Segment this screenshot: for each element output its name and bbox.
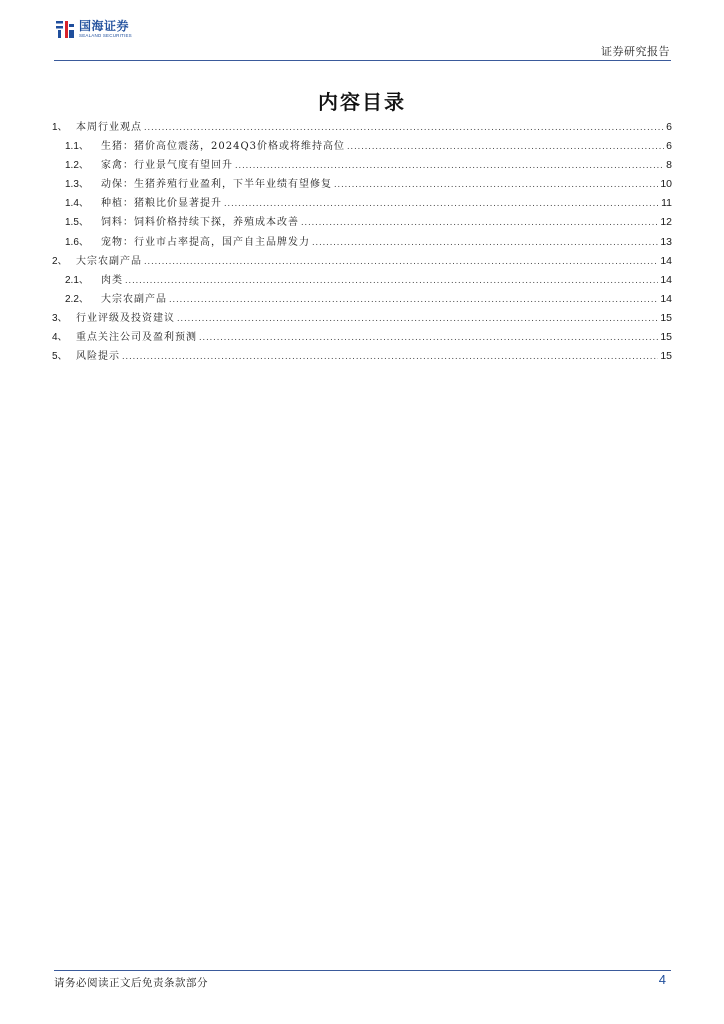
toc-entry[interactable] (52, 252, 672, 271)
disclaimer-note: 请务必阅读正文后免责条款部分 (54, 977, 208, 989)
toc-entry-page: 11 (661, 197, 672, 210)
toc-entry-number: 1.5、 (65, 217, 89, 229)
toc-entry[interactable] (52, 233, 672, 252)
toc-entry-number: 4、 (52, 332, 68, 344)
toc-entry-label: 大宗农副产品 (76, 255, 142, 267)
toc-entry-label: 饲料：饲料价格持续下探，养殖成本改善 (101, 217, 299, 229)
toc-entry-label: 风险提示 (76, 351, 120, 363)
toc-entry-label: 宠物：行业市占率提高，国产自主品牌发力 (101, 236, 310, 248)
toc-entry-label: 种植：猪粮比价显著提升 (101, 198, 222, 210)
toc-entry-label: 肉类 (101, 274, 123, 286)
logo-chinese-name: 国海证券 (79, 18, 130, 33)
toc-entry-number: 1.1、 (65, 141, 89, 153)
toc-entry[interactable] (52, 194, 672, 213)
toc-title: 内容目录 (318, 90, 406, 114)
toc-leader-dots (312, 233, 658, 252)
toc-entry-number: 1.4、 (65, 198, 89, 210)
toc-leader-dots (224, 194, 659, 213)
toc-leader-dots (177, 309, 658, 328)
toc-leader-dots (199, 328, 658, 347)
toc-entry-number: 5、 (52, 351, 68, 363)
toc-entry-page: 14 (660, 292, 672, 305)
toc-entry-number: 2.2、 (65, 293, 89, 305)
toc-leader-dots (347, 137, 664, 156)
toc-leader-dots (144, 118, 664, 137)
page-number: 4 (658, 972, 666, 987)
toc-entry-page: 14 (660, 254, 672, 267)
toc-entry-label: 动保：生猪养殖行业盈利，下半年业绩有望修复 (101, 179, 332, 191)
toc-entry-number: 1.2、 (65, 160, 89, 172)
toc-entry-number: 1、 (52, 122, 68, 133)
toc-entry-number: 1.3、 (65, 179, 89, 191)
toc-entry[interactable] (52, 309, 672, 328)
toc-entry[interactable] (52, 271, 672, 290)
toc-entry-label: 生猪：猪价高位震荡，2024Q3价格或将维持高位 (101, 141, 346, 153)
page-header (0, 0, 724, 62)
toc-entry-label: 重点关注公司及盈利预测 (76, 332, 197, 344)
toc-leader-dots (122, 347, 658, 366)
toc-entry[interactable] (52, 137, 672, 156)
toc-entry-page: 6 (666, 121, 672, 133)
toc-entry[interactable] (52, 328, 672, 347)
toc-entry-label: 行业评级及投资建议 (76, 312, 175, 324)
toc-leader-dots (125, 271, 658, 290)
toc-leader-dots (235, 156, 664, 175)
company-logo (55, 19, 132, 39)
toc-entry[interactable] (52, 175, 672, 194)
toc-entry[interactable] (52, 290, 672, 309)
toc-entry-label: 本周行业观点 (76, 122, 142, 133)
sealand-logo-icon (55, 19, 75, 39)
toc-leader-dots (144, 252, 658, 271)
toc-entry[interactable] (52, 118, 672, 137)
header-divider (54, 60, 671, 61)
toc-entry-page: 13 (660, 235, 672, 248)
toc-entry-page: 15 (660, 311, 672, 324)
toc-entry-page: 6 (666, 140, 672, 153)
toc-leader-dots (301, 213, 658, 232)
report-type-label: 证券研究报告 (601, 45, 670, 58)
logo-english-name: SEALAND SECURITIES (79, 32, 132, 38)
toc-entry-page: 14 (660, 273, 672, 286)
toc-leader-dots (169, 290, 658, 309)
toc-entry-number: 1.6、 (65, 236, 89, 248)
toc-entry[interactable] (52, 213, 672, 232)
toc-entry-page: 15 (660, 331, 672, 344)
toc-entry-label: 家禽：行业景气度有望回升 (101, 160, 233, 172)
toc-leader-dots (334, 175, 658, 194)
toc-entry-page: 15 (660, 350, 672, 363)
toc-entry-page: 8 (666, 159, 672, 172)
toc-entry-number: 3、 (52, 312, 68, 324)
toc-entry-page: 12 (660, 216, 672, 229)
table-of-contents (52, 118, 672, 366)
toc-entry-number: 2.1、 (65, 274, 89, 286)
footer-divider (54, 970, 671, 971)
toc-entry[interactable] (52, 347, 672, 366)
toc-entry-number: 2、 (52, 255, 68, 267)
toc-entry-label: 大宗农副产品 (101, 293, 167, 305)
toc-entry-page: 10 (660, 178, 672, 191)
toc-entry[interactable] (52, 156, 672, 175)
